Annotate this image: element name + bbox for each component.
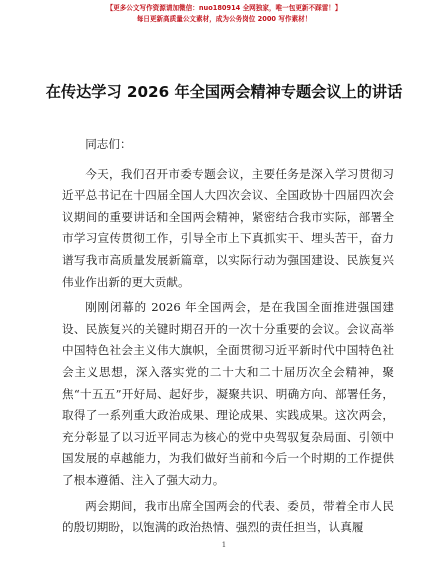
- salutation: 同志们：: [85, 137, 132, 151]
- promo-banner-line-2: 每日更新高质量公文素材，成为公务岗位 2000 写作素材！: [136, 15, 312, 23]
- promo-banner-line-1: 【更多公文写作资源请加微信：nuo180914 全网独家，唯一包更新不踩雷！】: [106, 4, 342, 12]
- page-number: 1: [221, 541, 227, 549]
- document-title: 在传达学习 2026 年全国两会精神专题会议上的讲话: [45, 83, 403, 101]
- body-paragraph-3: 两会期间，我市出席全国两会的代表、委员，带着全市人民的殷切期盼，以饱满的政治热情、强烈的责任担当，认真履: [62, 498, 394, 535]
- body-paragraph-2: 刚刚闭幕的 2026 年全国两会，是在我国全面推进强国建设、民族复兴的关键时期召开的一次十分重要的会议。会议高举中国特色社会主义伟大旗帜，全面贯彻习近平新时代中国特色社会主义思想，深入落实党的二十大和二十届历次全会精神，聚焦“十五五”开好局、起好步，凝聚共识、明确方向、部署任务，取得了一系列重大政治成果、理论成果、实践成果。这次两会，充分彰显了以习近平同志为核心的党中央驾驭复杂局面、引领中国发展的卓越能力，为我们做好当前和今后一个时期的工作提供了根本遵循、注入了强大动力。: [62, 300, 394, 487]
- document-body: [62, 134, 394, 542]
- body-paragraph-1: 今天，我们召开市委专题会议，主要任务是深入学习贯彻习近平总书记在十四届全国人大四次会议、全国政协十四届四次会议期间的重要讲话和全国两会精神，紧密结合我市实际，部署全市学习宣传贯彻工作，引导全市上下真抓实干、埋头苦干，奋力谱写我市高质量发展新篇章，以实际行动为强国建设、民族复兴伟业作出新的更大贡献。: [62, 166, 394, 289]
- promo-banner: [0, 3, 448, 25]
